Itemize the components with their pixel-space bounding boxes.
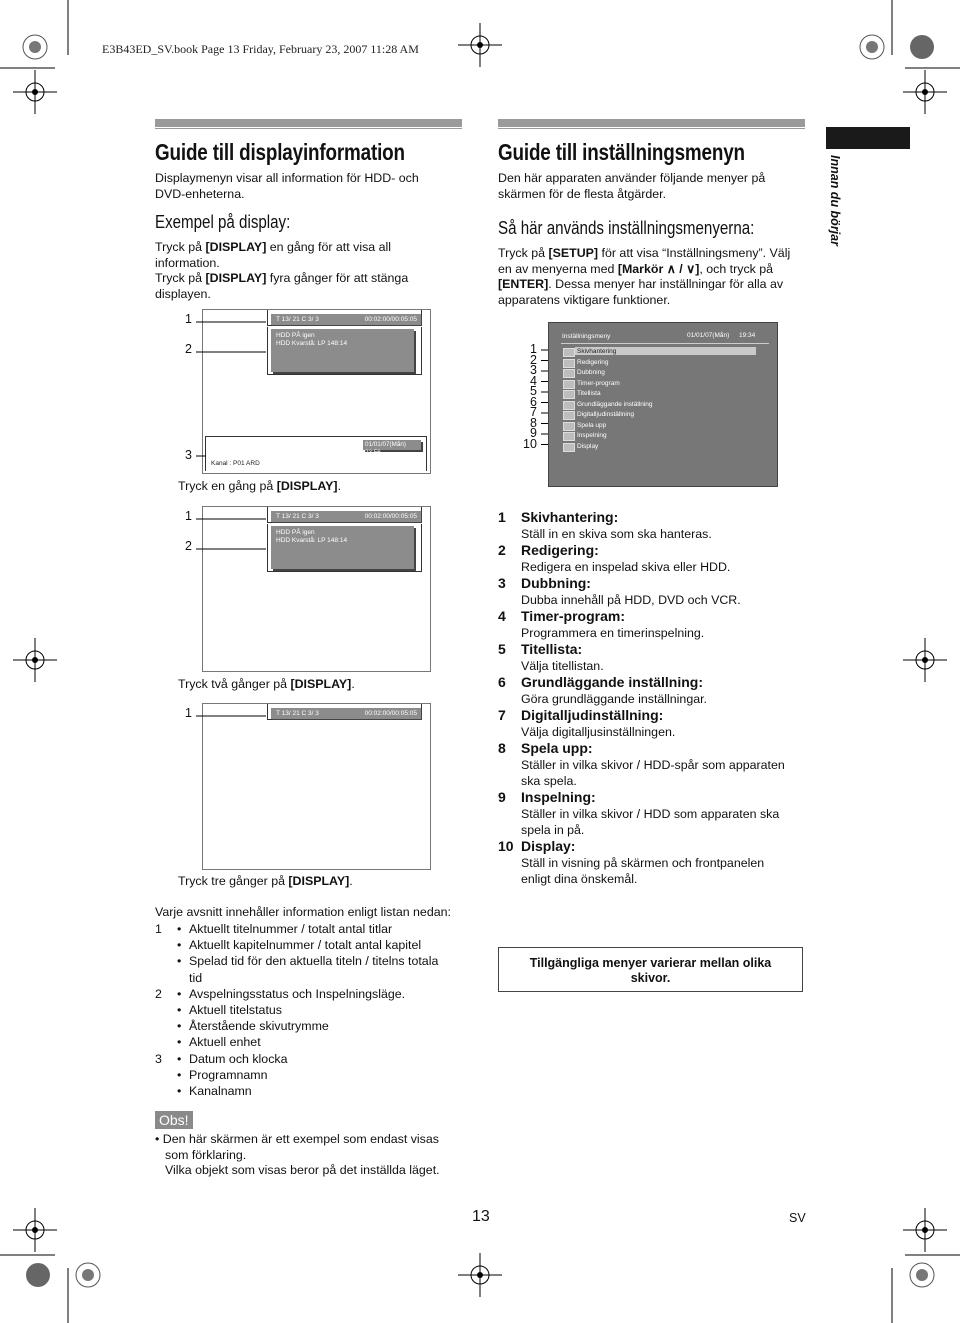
list-title: Grundläggande inställning: bbox=[521, 674, 703, 690]
left-intro-line-2: DVD-enheterna. bbox=[155, 186, 245, 201]
screen3-top-bar: T 13/ 21 C 3/ 3 00:02:00/00:05:05 bbox=[271, 708, 421, 719]
list-intro: Varje avsnitt innehåller information enligt listan nedan: bbox=[155, 905, 451, 919]
menu-title: Inställningsmeny bbox=[562, 333, 611, 340]
menu-number: 7 bbox=[530, 405, 537, 419]
list-description: Välja titellistan. bbox=[521, 659, 604, 673]
screen1-label-3: 3 bbox=[185, 448, 192, 462]
menu-item[interactable]: Spela upp bbox=[577, 421, 607, 429]
right-intro-line-1: Den här apparaten använder följande menyer på bbox=[498, 171, 766, 185]
list-description: ska spela. bbox=[521, 774, 577, 788]
usage-instructions bbox=[498, 246, 808, 308]
usage-line-1: Tryck på [SETUP] för att visa “Inställningsmeny”. Välj bbox=[498, 246, 791, 260]
list-number: 1 bbox=[498, 509, 506, 525]
menu-item-icon bbox=[563, 401, 575, 410]
left-title: Guide till displayinformation bbox=[155, 139, 405, 165]
menu-item-icon bbox=[563, 422, 575, 431]
info-item-text: Spelad tid för den aktuella titeln / titelns totala bbox=[189, 954, 439, 969]
right-title: Guide till inställningsmenyn bbox=[498, 139, 745, 165]
menu-item[interactable]: Timer-program bbox=[577, 379, 620, 387]
menu-number: 1 bbox=[530, 342, 537, 356]
list-title: Timer-program: bbox=[521, 608, 625, 624]
usage-line-2: en av menyerna med [Markör ∧ / ∨], och tryck på bbox=[498, 261, 774, 276]
left-title-bar bbox=[155, 119, 462, 127]
obs-label: Obs! bbox=[155, 1111, 193, 1129]
list-description: enligt dina önskemål. bbox=[521, 872, 638, 886]
list-title: Digitalljudinställning: bbox=[521, 707, 664, 723]
list-title: Dubbning: bbox=[521, 575, 591, 591]
menu-item[interactable]: Redigering bbox=[577, 358, 609, 366]
group-number: 1 bbox=[155, 922, 162, 936]
right-intro-line-2: skärmen för de flesta åtgärder. bbox=[498, 186, 667, 201]
menu-item[interactable]: Inspelning bbox=[577, 432, 607, 439]
menu-item[interactable]: Dubbning bbox=[577, 369, 605, 376]
list-number: 4 bbox=[498, 608, 506, 624]
menu-item[interactable]: Titellista bbox=[577, 390, 601, 397]
bullet: • bbox=[177, 1019, 182, 1034]
availability-note bbox=[498, 947, 803, 992]
menu-item-icon bbox=[563, 348, 575, 357]
menu-divider bbox=[561, 343, 769, 344]
menu-number: 10 bbox=[523, 436, 537, 451]
screen2-caption: Tryck två gånger på [DISPLAY]. bbox=[178, 677, 355, 691]
menu-item-icon bbox=[563, 390, 575, 399]
info-item-text: Aktuellt titelnummer / totalt antal titlar bbox=[189, 922, 393, 936]
list-number: 6 bbox=[498, 674, 506, 690]
list-number: 7 bbox=[498, 707, 506, 723]
right-title-bar bbox=[498, 119, 805, 127]
instr-line-3: Tryck på [DISPLAY] fyra gånger för att stänga bbox=[155, 271, 409, 285]
menu-item-icon bbox=[563, 411, 575, 420]
menu-number: 3 bbox=[530, 363, 537, 377]
screen3-caption: Tryck tre gånger på [DISPLAY]. bbox=[178, 874, 353, 888]
list-title: Titellista: bbox=[521, 641, 583, 657]
menu-time: 19:34 bbox=[739, 332, 756, 339]
list-description: spela in på. bbox=[521, 823, 585, 837]
example-heading: Exempel på display: bbox=[155, 212, 291, 232]
info-item-text: Återstående skivutrymme bbox=[189, 1019, 329, 1034]
screen1-datetime: 01/01/07(Mån) 23:56 bbox=[363, 440, 421, 450]
menu-item-icon bbox=[563, 380, 575, 389]
language-code: SV bbox=[789, 1211, 806, 1225]
info-item-text: Kanalnamn bbox=[189, 1084, 252, 1098]
list-description: Ställ in en skiva som ska hanteras. bbox=[521, 527, 712, 541]
bullet: • bbox=[177, 1051, 182, 1066]
group-number: 2 bbox=[155, 986, 162, 1001]
menu-number: 8 bbox=[530, 415, 537, 430]
left-rule bbox=[155, 128, 462, 129]
menu-number: 6 bbox=[530, 394, 537, 409]
menu-item-icon bbox=[563, 443, 575, 452]
bullet: • bbox=[177, 1003, 182, 1017]
bullet: • bbox=[177, 922, 182, 936]
menu-number: 5 bbox=[530, 384, 537, 398]
menu-item-icon bbox=[563, 359, 575, 368]
info-item-text: Programnamn bbox=[189, 1067, 268, 1082]
screen1-top-bar: T 13/ 21 C 3/ 3 00:02:00/00:05:05 bbox=[271, 314, 421, 325]
note-line-2: skivor. bbox=[630, 971, 671, 985]
menu-number: 4 bbox=[530, 373, 537, 388]
cursor-up-icon: ∧ bbox=[663, 261, 680, 276]
list-description: Välja digitalljusinställningen. bbox=[521, 725, 676, 739]
instr-line-1: Tryck på [DISPLAY] en gång för att visa all bbox=[155, 240, 391, 254]
screen1-status-box: HDD PÅ igen HDD Kvarstå: LP 148:14 bbox=[271, 329, 414, 372]
list-description: Ställer in vilka skivor / HDD som apparaten ska bbox=[521, 807, 780, 821]
bullet: • bbox=[177, 954, 182, 969]
info-item-text: Aktuell enhet bbox=[189, 1035, 261, 1050]
menu-item-icon bbox=[563, 369, 575, 378]
screen2-leader-lines bbox=[196, 515, 266, 555]
list-number: 8 bbox=[498, 740, 506, 756]
screen1-label-1: 1 bbox=[185, 312, 192, 326]
list-description: Ställ in visning på skärmen och frontpanelen bbox=[521, 856, 765, 870]
menu-item[interactable]: Grundläggande inställning bbox=[577, 400, 653, 408]
section-tab bbox=[826, 127, 910, 149]
screen3-leader-lines bbox=[196, 712, 266, 722]
screen3-label-1: 1 bbox=[185, 706, 192, 720]
list-title: Inspelning: bbox=[521, 789, 596, 805]
list-description: Dubba innehåll på HDD, DVD och VCR. bbox=[521, 593, 741, 607]
menu-number: 2 bbox=[530, 352, 537, 367]
note-line-1: Tillgängliga menyer varierar mellan olika bbox=[529, 956, 772, 970]
screen2-top-bar: T 13/ 21 C 3/ 3 00:02:00/00:05:05 bbox=[271, 511, 421, 522]
instr-line-4: displayen. bbox=[155, 286, 211, 301]
right-rule bbox=[498, 128, 805, 129]
usage-line-4: apparatens viktigare funktioner. bbox=[498, 292, 671, 307]
page-number: 13 bbox=[472, 1208, 490, 1225]
example-instructions bbox=[155, 240, 455, 302]
bullet: • bbox=[177, 1084, 182, 1098]
list-title: Skivhantering: bbox=[521, 509, 619, 525]
obs-line-3: Vilka objekt som visas beror på det inställda läget. bbox=[165, 1163, 440, 1177]
menu-item[interactable]: Display bbox=[577, 442, 599, 450]
list-number: 3 bbox=[498, 575, 506, 591]
usage-heading: Så här används inställningsmenyerna: bbox=[498, 218, 755, 238]
list-number: 5 bbox=[498, 641, 506, 657]
list-number: 9 bbox=[498, 789, 506, 805]
info-item-text: Datum och klocka bbox=[189, 1051, 288, 1066]
screen1-label-2: 2 bbox=[185, 342, 192, 356]
screen2-label-2: 2 bbox=[185, 539, 192, 553]
list-number: 10 bbox=[498, 838, 514, 854]
list-title: Redigering: bbox=[521, 542, 599, 558]
screen2-status-box: HDD PÅ igen HDD Kvarstå: LP 148:14 bbox=[271, 526, 414, 569]
obs-line-1: • Den här skärmen är ett exempel som endast visas bbox=[155, 1132, 439, 1146]
setup-menu-screen bbox=[548, 322, 778, 487]
list-number: 2 bbox=[498, 542, 506, 558]
screen2-label-1: 1 bbox=[185, 509, 192, 523]
file-header: E3B43ED_SV.book Page 13 Friday, February 23, 2007 11:28 AM bbox=[102, 42, 419, 56]
info-item-text: Aktuell titelstatus bbox=[189, 1003, 282, 1017]
section-side-label: Innan du börjar bbox=[828, 155, 842, 246]
list-description: Redigera en inspelad skiva eller HDD. bbox=[521, 560, 731, 574]
instr-line-2: information. bbox=[155, 255, 220, 270]
left-intro bbox=[155, 171, 419, 202]
obs-line-2: som förklaring. bbox=[165, 1147, 247, 1162]
screen1-channel: Kanal : P01 ARD bbox=[211, 460, 260, 467]
right-intro bbox=[498, 171, 765, 202]
usage-line-3: [ENTER]. Dessa menyer har inställningar för alla av bbox=[498, 277, 784, 291]
bullet: • bbox=[177, 1035, 182, 1050]
bullet: • bbox=[177, 938, 182, 953]
screen1-leader-lines bbox=[196, 318, 266, 458]
bullet: • bbox=[177, 1067, 182, 1082]
menu-number: 9 bbox=[530, 426, 537, 440]
list-description: Programmera en timerinspelning. bbox=[521, 626, 705, 640]
list-description: Göra grundläggande inställningar. bbox=[521, 692, 707, 706]
menu-item[interactable]: Digitalljudinställning bbox=[577, 411, 635, 418]
info-item-text: Avspelningsstatus och Inspelningsläge. bbox=[189, 986, 406, 1001]
list-title: Spela upp: bbox=[521, 740, 593, 756]
menu-date: 01/01/07(Mån) bbox=[687, 332, 730, 339]
list-description: Ställer in vilka skivor / HDD-spår som apparaten bbox=[521, 758, 785, 772]
list-title: Display: bbox=[521, 838, 576, 854]
menu-item[interactable]: Skivhantering bbox=[577, 348, 617, 355]
group-number: 3 bbox=[155, 1051, 162, 1066]
cursor-down-icon: ∨ bbox=[682, 261, 696, 276]
info-item-text: Aktuellt kapitelnummer / totalt antal kapitel bbox=[189, 938, 422, 953]
menu-item-icon bbox=[563, 432, 575, 441]
screen1-caption: Tryck en gång på [DISPLAY]. bbox=[178, 479, 342, 493]
bullet: • bbox=[177, 986, 182, 1001]
display-screen-3 bbox=[202, 703, 431, 870]
info-item-text: tid bbox=[189, 970, 203, 985]
left-intro-line-1: Displaymenyn visar all information för HDD- och bbox=[155, 171, 419, 185]
obs-note bbox=[155, 1132, 440, 1179]
